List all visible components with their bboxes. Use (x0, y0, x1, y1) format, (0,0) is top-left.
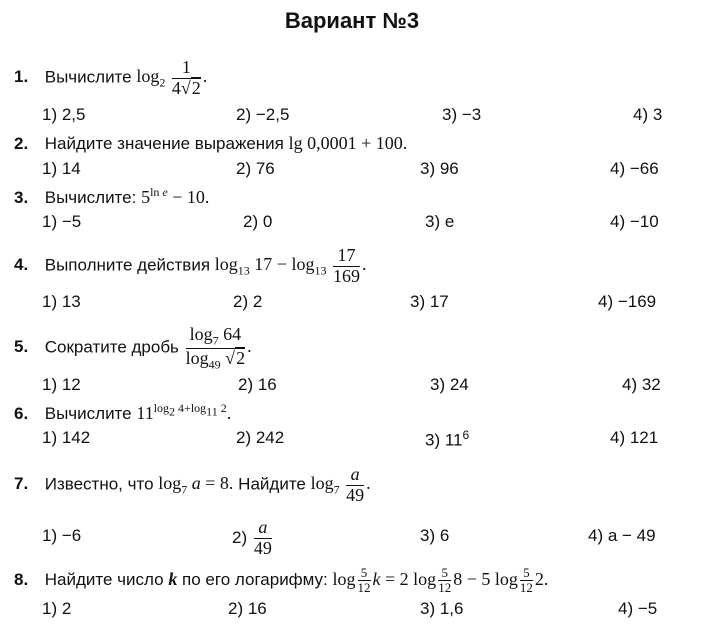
answer-option: 2) 242 (236, 428, 285, 447)
answer-option: 1) −5 (42, 212, 82, 231)
answer-option: 2) −2,5 (236, 105, 290, 124)
answer-option: 3) 96 (420, 159, 459, 178)
answer-option: 1) 2 (42, 599, 72, 618)
answer-option: 3) −3 (442, 105, 482, 124)
question-text: Сократите дробь (44, 337, 179, 357)
question-number: 3. (14, 188, 29, 207)
formula: $11^{log_2 4+log_{11} 2}$. (136, 401, 232, 423)
answer-option: 4) −66 (610, 159, 659, 178)
answer-option: 3) $11^6$ (425, 428, 470, 450)
formula: log $\frac{5}{12}$ k = 2 log $\frac{5}{12}$ 8 − 5 log $\frac{5}{12}$ 2. (332, 565, 549, 596)
answer-option: 1) 14 (42, 159, 81, 178)
answer-option: 2) 76 (236, 159, 275, 178)
question-number: 4. (14, 255, 29, 275)
answer-option: 2) 2 (233, 292, 263, 311)
question-text: Вычислите: (44, 188, 137, 207)
answer-option: 4) −169 (598, 292, 657, 311)
answer-option: 3) 24 (430, 375, 469, 394)
answer-option: 4) 121 (610, 428, 659, 447)
question-text: Известно, что (44, 474, 154, 494)
question-text: Вычислите (44, 67, 132, 87)
question-number: 7. (14, 474, 29, 494)
page-title: Вариант №3 (284, 8, 420, 33)
question-5 (14, 325, 252, 372)
answer-option: 1) 2,5 (42, 105, 86, 124)
answer-option: 1) 142 (42, 428, 91, 447)
answer-option: 1) −6 (42, 526, 82, 545)
question-number: 5. (14, 337, 29, 357)
question-text: Выполните действия (44, 255, 211, 275)
answer-option: 2) 16 (238, 375, 277, 394)
question-2 (14, 133, 407, 154)
formula: $\log_2$ $\frac{1}{4√2}$ . (136, 57, 208, 98)
question-number: 6. (14, 404, 29, 423)
question-number: 2. (14, 134, 29, 153)
answer-option: 1) 13 (42, 292, 81, 311)
formula: $\log_7$ $\frac{a}{49}$ . (310, 464, 371, 505)
question-3 (14, 185, 209, 208)
answer-option: 2) 0 (243, 212, 273, 231)
answer-option: 4) −5 (618, 599, 658, 618)
question-text: по его логарифму: (182, 569, 328, 589)
question-6 (14, 401, 231, 424)
formula: $\log_{13} 17 - \log_{13}$ $\frac{17}{169}$ . (214, 245, 367, 286)
answer-option: 3) e (425, 212, 455, 231)
answer-option: 4) 32 (622, 375, 661, 394)
answer-option: 3) 1,6 (420, 599, 464, 618)
answer-option: 3) 17 (410, 292, 449, 311)
variable: k (168, 568, 178, 589)
question-text: Найдите значение выражения (44, 134, 284, 153)
formula: $\log_7 a = 8$. (158, 473, 234, 498)
question-1 (14, 58, 207, 99)
question-number: 8. (14, 569, 29, 589)
question-4 (14, 246, 366, 287)
answer-option: 2) 16 (228, 599, 267, 618)
question-7 (14, 465, 371, 506)
answer-option: 3) 6 (420, 526, 450, 545)
formula: $\frac{\log_7 64}{\log_{49} √2}$ . (185, 324, 252, 372)
question-text: Вычислите (44, 404, 132, 423)
formula: lg 0,0001 + 100. (288, 133, 408, 153)
answer-option: 4) −10 (610, 212, 659, 231)
answer-option: 4) a − 49 (588, 526, 656, 545)
answer-option: 1) 12 (42, 375, 81, 394)
answer-option: 4) 3 (633, 105, 663, 124)
question-text: Найдите (238, 474, 306, 494)
question-8 (14, 566, 548, 596)
question-number: 1. (14, 67, 29, 87)
answer-option: 2) $\frac{a}{49}$ (232, 517, 272, 558)
formula: $5^{ln e} - 10$. (141, 185, 210, 207)
question-text: Найдите число (44, 569, 164, 589)
